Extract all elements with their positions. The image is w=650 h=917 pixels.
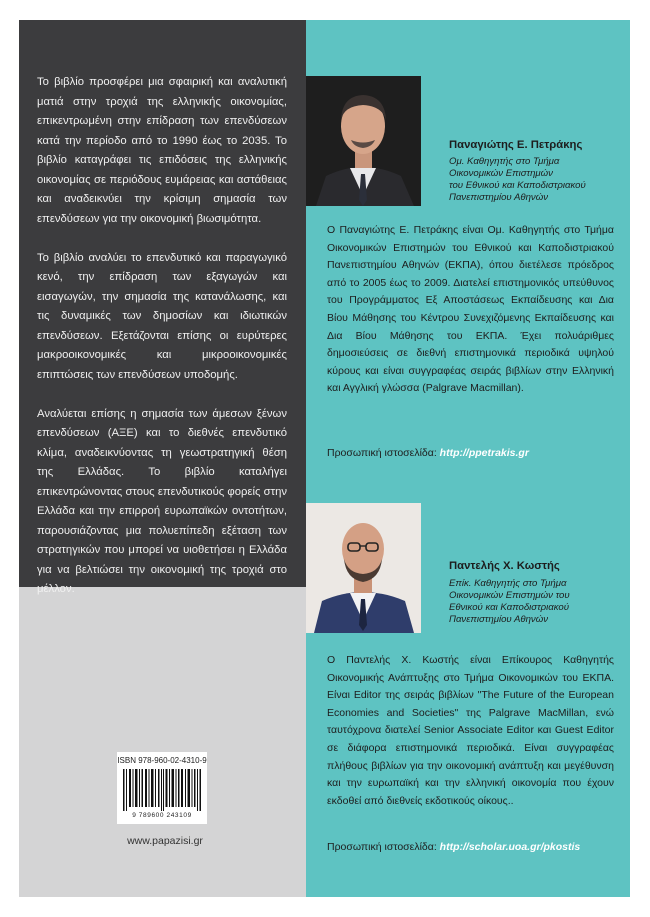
- description-paragraph-3: Αναλύεται επίσης η σημασία των άμεσων ξένων επενδύσεων (ΑΞΕ) και το διεθνές επενδυτικό κλίμα, αναδεικνύοντας τη γεωστρατηγική θέση της Ελλάδας. Το βιβλίο καταλήγει επικεντρώνοντας στους επενδυτικούς φορείς στην Ελλάδα και την επιρροή ευρωπαϊκών οντοτήτων, παρουσιάζοντας μια πολυεπίπεδη εξέταση των στρατηγικών που μπορεί να υιοθετήσει η Ελλάδα για να βελτιώσει την οικονομική της τροχιά στο μέλλον.: [37, 407, 287, 595]
- author-name-kostis: Παντελής Χ. Κωστής: [449, 560, 560, 572]
- website-label: Προσωπική ιστοσελίδα:: [327, 841, 437, 853]
- author-website-kostis: [327, 841, 580, 853]
- website-link-kostis[interactable]: http://scholar.uoa.gr/pkostis: [439, 841, 581, 853]
- isbn-label: ISBN 978-960-02-4310-9: [117, 756, 207, 765]
- book-description: [37, 73, 287, 619]
- author-photo-petrakis: [306, 76, 421, 206]
- description-paragraph-2: Το βιβλίο αναλύει το επενδυτικό και παραγωγικό κενό, την επίδραση των εξαγωγών και εισαγωγών, την σημασία της κατανάλωσης, και τις δυναμικές των δημοσίων και ιδιωτικών επενδύσεων. Εξετάζονται επίσης οι ευρύτερες μακροοικονομικές και μικροοικονομικές επιπτώσεις των επενδύσεων υποδομής.: [37, 251, 287, 381]
- isbn-box: [117, 752, 207, 824]
- website-label: Προσωπική ιστοσελίδα:: [327, 447, 437, 459]
- author-role-petrakis: Ομ. Καθηγητής στο Τμήμα Οικονομικών Επιστημών του Εθνικού και Καποδιστριακού Πανεπιστημίου Αθηνών: [449, 156, 586, 203]
- author-name-petrakis: Παναγιώτης Ε. Πετράκης: [449, 139, 583, 151]
- publisher-website[interactable]: www.papazisi.gr: [127, 835, 203, 847]
- isbn-panel: [19, 587, 306, 897]
- description-paragraph-1: Το βιβλίο προσφέρει μια σφαιρική και αναλυτική ματιά στην τροχιά της ελληνικής οικονομίας, επικεντρωμένη στην επίδραση των επενδύσεων κατά την περίοδο από το 1990 έως το 2035. Το βιβλίο καταγράφει τις επιδόσεις της ελληνικής οικονομίας σε περιόδους ευμάρειας και αστάθειας και αναδεικνύει την κρίσιμη σημασία των επενδύσεων για την οικονομική βιωσιμότητα.: [37, 76, 287, 225]
- author-website-petrakis: [327, 447, 529, 459]
- author-role-kostis: Επίκ. Καθηγητής στο Τμήμα Οικονομικών Επιστημών του Εθνικού και Καποδιστριακού Πανεπιστημίου Αθηνών: [449, 578, 570, 625]
- author-photo-kostis: [306, 503, 421, 633]
- author-bio-kostis: Ο Παντελής Χ. Κωστής είναι Επίκουρος Καθηγητής Οικονομικής Ανάπτυξης στο Τμήμα Οικονομικών του ΕΚΠΑ. Είναι Editor της σειράς βιβλίων "The Future of the European Economies and Societies" της Palgrave MacMillan, ενώ ταυτόχρονα διατελεί Senior Associate Editor και Guest Editor σε διάφορα επιστημονικά περιοδικά. Είναι συγγραφέας πλήθους βιβλίων για την οικονομική ανάπτυξη και μεγέθυνση και την ευρωπαϊκή και την ελληνική οικονομία που έχουν εκδοθεί από διεθνείς εκδοτικούς οίκους..: [327, 654, 614, 807]
- barcode-icon: [123, 769, 201, 811]
- author-bio-petrakis: Ο Παναγιώτης Ε. Πετράκης είναι Ομ. Καθηγητής στο Τμήμα Οικονομικών Επιστημών του Εθνικού και Καποδιστριακού Πανεπιστημίου Αθηνών (ΕΚΠΑ), όπου διετέλεσε πρόεδρος από το 2005 έως το 2009. Διατελεί επιστημονικός υπεύθυνος του Προγράμματος Εξ Αποστάσεως Εκπαίδευσης και Δια Βίου Μάθησης του Κέντρου Συνεχιζόμενης Εκπαίδευσης και Δια Βίου Μάθησης του ΕΚΠΑ. Έχει πολυάριθμες δημοσιεύσεις σε διεθνή επιστημονικά περιοδικά υψηλού κύρους και είναι συγγραφέας σειράς βιβλίων στην Ελληνική και Αγγλική γλώσσα (Palgrave Macmillan).: [327, 224, 614, 395]
- barcode-digits: 9 789600 243109: [132, 812, 192, 819]
- website-link-petrakis[interactable]: http://ppetrakis.gr: [439, 447, 529, 459]
